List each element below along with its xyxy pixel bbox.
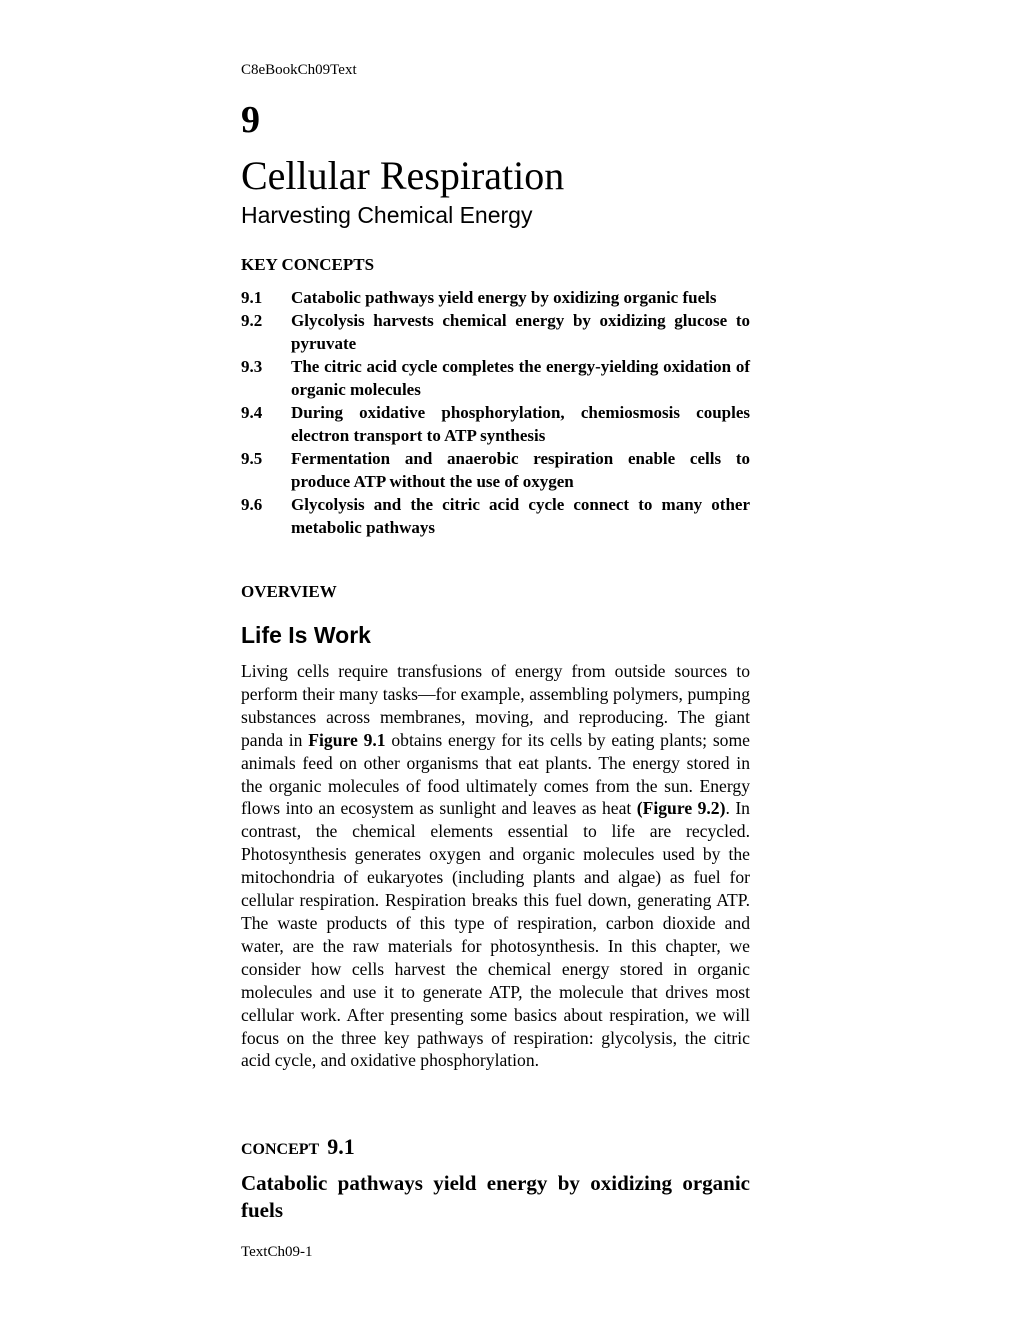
key-concept-number: 9.6 (241, 495, 263, 514)
figure-reference: (Figure 9.2) (636, 798, 726, 819)
document-id-header: C8eBookCh09Text (241, 62, 357, 78)
paragraph-text: obtains energy for its cells by eating plants; some animals feed on other organisms that eat plants. The energy stored in the organic molecules of food ultimately comes from the sun. Energy flows into an ecosystem as sunlight and leaves as heat (241, 729, 750, 819)
concept-number: 9.1 (327, 1134, 355, 1159)
page-footer: TextCh09-1 (241, 1244, 313, 1260)
concept-title: Catabolic pathways yield energy by oxidizing organic fuels (241, 1171, 750, 1222)
key-concept-text: Glycolysis harvests chemical energy by oxidizing glucose to pyruvate (291, 311, 750, 353)
key-concept-item (241, 309, 750, 355)
key-concept-item (241, 286, 750, 309)
concept-word: CONCEPT (241, 1141, 320, 1158)
overview-paragraph (241, 660, 750, 1072)
key-concept-number: 9.1 (241, 288, 263, 307)
chapter-number: 9 (241, 99, 260, 141)
overview-title: Life Is Work (241, 622, 371, 648)
chapter-subtitle: Harvesting Chemical Energy (241, 202, 533, 228)
key-concept-item (241, 493, 750, 539)
key-concept-item (241, 401, 750, 447)
paragraph-text: Living cells require transfusions of energy from outside sources to perform their many tasks—for example, assembling polymers, pumping substances across membranes, moving, and reproducing. The giant panda in (241, 661, 750, 750)
key-concept-number: 9.3 (241, 357, 263, 376)
overview-heading: OVERVIEW (241, 582, 337, 601)
key-concept-text: Glycolysis and the citric acid cycle connect to many other metabolic pathways (291, 495, 750, 537)
key-concept-number: 9.5 (241, 449, 263, 468)
key-concept-text: During oxidative phosphorylation, chemiosmosis couples electron transport to ATP synthesis (291, 403, 750, 445)
key-concept-number: 9.4 (241, 403, 263, 422)
key-concepts-heading: KEY CONCEPTS (241, 255, 375, 274)
key-concept-text: Catabolic pathways yield energy by oxidizing organic fuels (291, 288, 717, 307)
figure-reference: Figure 9.1 (308, 729, 386, 750)
key-concepts-list (241, 286, 750, 539)
key-concept-number: 9.2 (241, 311, 263, 330)
key-concept-item (241, 355, 750, 401)
key-concept-text: Fermentation and anaerobic respiration enable cells to produce ATP without the use of oxygen (291, 449, 750, 491)
key-concept-item (241, 447, 750, 493)
paragraph-text: . In contrast, the chemical elements essential to life are recycled. Photosynthesis generates oxygen and organic molecules used by the mitochondria of eukaryotes (including plants and algae) as fuel for cellular respiration. Respiration breaks this fuel down, generating ATP. The waste products of this type of respiration, carbon dioxide and water, are the raw materials for photosynthesis. In this chapter, we consider how cells harvest the chemical energy stored in organic molecules and use it to generate ATP, the molecule that drives most cellular work. After presenting some basics about respiration, we will focus on the three key pathways of respiration: glycolysis, the citric acid cycle, and oxidative phosphorylation. (241, 798, 750, 1071)
chapter-title: Cellular Respiration (241, 153, 565, 198)
key-concept-text: The citric acid cycle completes the energy-yielding oxidation of organic molecules (291, 357, 750, 399)
concept-label (241, 1134, 355, 1160)
